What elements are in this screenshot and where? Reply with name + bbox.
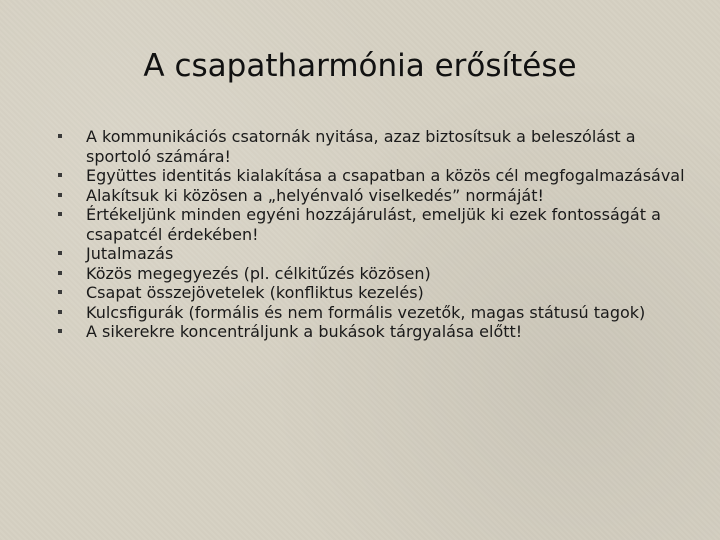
bullet-item (56, 322, 696, 342)
bullet-item (56, 127, 696, 166)
square-bullet-icon (58, 310, 62, 314)
bullet-text: Jutalmazás (86, 244, 174, 263)
bullet-item (56, 303, 696, 323)
bullet-text: Értékeljünk minden egyéni hozzájárulást, emeljük ki ezek fontosságát a csapatcél érdekében! (86, 205, 661, 244)
square-bullet-icon (58, 290, 62, 294)
bullet-text: Csapat összejövetelek (konfliktus kezelés) (86, 283, 424, 302)
bullet-text: Alakítsuk ki közösen a „helyénvaló viselkedés” normáját! (86, 185, 544, 205)
bullet-text: Közös megegyezés (pl. célkitűzés közösen) (86, 263, 431, 283)
square-bullet-icon (58, 251, 62, 255)
square-bullet-icon (58, 173, 62, 177)
bullet-text: Együttes identitás kialakítása a csapatban a közös cél megfogalmazásával (86, 166, 685, 185)
bullet-list (56, 127, 696, 342)
bullet-item (56, 166, 696, 186)
square-bullet-icon (58, 193, 62, 197)
square-bullet-icon (58, 329, 62, 333)
square-bullet-icon (58, 134, 62, 138)
bullet-item (56, 205, 696, 244)
bullet-item (56, 264, 696, 284)
bullet-text: A sikerekre koncentráljunk a bukások tárgyalása előtt! (86, 322, 523, 341)
square-bullet-icon (58, 212, 62, 216)
square-bullet-icon (58, 271, 62, 275)
bullet-text: A kommunikációs csatornák nyitása, azaz biztosítsuk a beleszólást a sportoló számára! (86, 127, 636, 166)
bullet-item (56, 283, 696, 303)
bullet-text: Kulcsfigurák (formális és nem formális vezetők, magas státusú tagok) (86, 302, 646, 322)
bullet-item (56, 186, 696, 206)
bullet-item (56, 244, 696, 264)
slide-title: A csapatharmónia erősítése (143, 48, 577, 84)
